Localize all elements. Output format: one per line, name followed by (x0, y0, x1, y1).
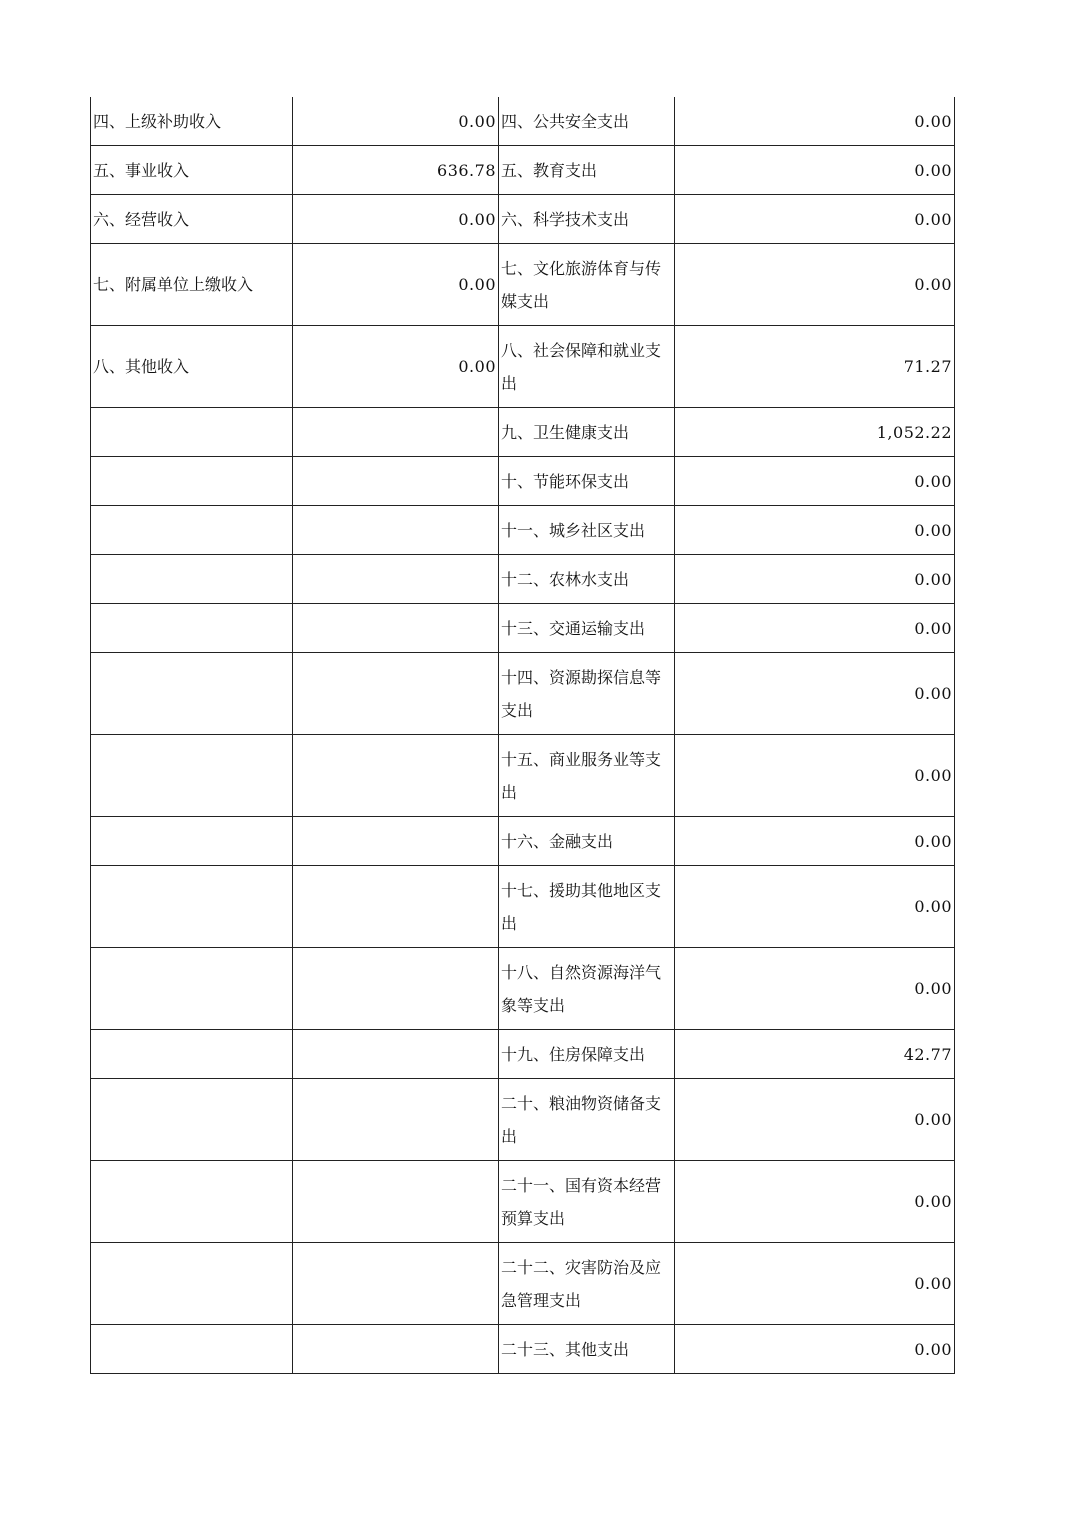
expense-amount-cell: 0.00 (675, 146, 955, 195)
income-item-cell (91, 735, 293, 817)
income-item-cell (91, 866, 293, 948)
income-item-cell (91, 1161, 293, 1243)
income-item-cell: 五、事业收入 (91, 146, 293, 195)
table-row (91, 457, 955, 506)
income-item-cell (91, 1325, 293, 1374)
table-row (91, 948, 955, 1030)
expense-amount-cell: 0.00 (675, 506, 955, 555)
expense-amount-cell: 0.00 (675, 604, 955, 653)
income-item-cell (91, 457, 293, 506)
table-row (91, 1079, 955, 1161)
expense-amount-cell: 0.00 (675, 97, 955, 146)
table-row (91, 653, 955, 735)
expense-item-cell: 二十二、灾害防治及应急管理支出 (499, 1243, 675, 1325)
income-amount-cell: 0.00 (293, 97, 499, 146)
expense-amount-cell: 0.00 (675, 195, 955, 244)
expense-item-cell: 十三、交通运输支出 (499, 604, 675, 653)
expense-item-cell: 十五、商业服务业等支出 (499, 735, 675, 817)
expense-item-cell: 十、节能环保支出 (499, 457, 675, 506)
expense-item-cell: 十四、资源勘探信息等支出 (499, 653, 675, 735)
income-amount-cell (293, 948, 499, 1030)
table-row (91, 1243, 955, 1325)
expense-amount-cell: 0.00 (675, 555, 955, 604)
income-expense-table (90, 97, 955, 1374)
expense-amount-cell: 0.00 (675, 244, 955, 326)
income-amount-cell (293, 1243, 499, 1325)
table-row (91, 866, 955, 948)
income-amount-cell (293, 1030, 499, 1079)
income-amount-cell (293, 735, 499, 817)
table-row (91, 146, 955, 195)
expense-amount-cell: 0.00 (675, 1325, 955, 1374)
income-amount-cell (293, 555, 499, 604)
income-amount-cell (293, 408, 499, 457)
expense-item-cell: 十一、城乡社区支出 (499, 506, 675, 555)
table-row (91, 326, 955, 408)
income-item-cell (91, 604, 293, 653)
expense-item-cell: 六、科学技术支出 (499, 195, 675, 244)
income-item-cell (91, 1030, 293, 1079)
expense-item-cell: 九、卫生健康支出 (499, 408, 675, 457)
expense-item-cell: 十八、自然资源海洋气象等支出 (499, 948, 675, 1030)
expense-amount-cell: 0.00 (675, 866, 955, 948)
income-item-cell (91, 817, 293, 866)
income-amount-cell: 0.00 (293, 195, 499, 244)
table-body (91, 97, 955, 1374)
income-amount-cell (293, 1079, 499, 1161)
table-row (91, 408, 955, 457)
income-item-cell (91, 1243, 293, 1325)
table-row (91, 1161, 955, 1243)
income-item-cell (91, 1079, 293, 1161)
income-amount-cell (293, 1161, 499, 1243)
expense-amount-cell: 0.00 (675, 1161, 955, 1243)
table-row (91, 555, 955, 604)
expense-item-cell: 十九、住房保障支出 (499, 1030, 675, 1079)
expense-amount-cell: 0.00 (675, 735, 955, 817)
expense-amount-cell: 0.00 (675, 653, 955, 735)
income-item-cell (91, 948, 293, 1030)
table-row (91, 195, 955, 244)
expense-item-cell: 二十、粮油物资储备支出 (499, 1079, 675, 1161)
expense-amount-cell: 0.00 (675, 1079, 955, 1161)
income-amount-cell: 0.00 (293, 244, 499, 326)
income-item-cell: 七、附属单位上缴收入 (91, 244, 293, 326)
income-item-cell (91, 408, 293, 457)
expense-item-cell: 二十一、国有资本经营预算支出 (499, 1161, 675, 1243)
income-amount-cell: 636.78 (293, 146, 499, 195)
expense-amount-cell: 42.77 (675, 1030, 955, 1079)
expense-amount-cell: 0.00 (675, 1243, 955, 1325)
income-amount-cell (293, 457, 499, 506)
expense-item-cell: 八、社会保障和就业支出 (499, 326, 675, 408)
income-item-cell (91, 506, 293, 555)
expense-amount-cell: 71.27 (675, 326, 955, 408)
expense-item-cell: 七、文化旅游体育与传媒支出 (499, 244, 675, 326)
expense-amount-cell: 0.00 (675, 457, 955, 506)
income-amount-cell (293, 817, 499, 866)
table-row (91, 506, 955, 555)
income-amount-cell (293, 653, 499, 735)
table-row (91, 97, 955, 146)
income-item-cell: 六、经营收入 (91, 195, 293, 244)
table-row (91, 1325, 955, 1374)
table-row (91, 1030, 955, 1079)
table-row (91, 604, 955, 653)
income-amount-cell: 0.00 (293, 326, 499, 408)
income-item-cell: 四、上级补助收入 (91, 97, 293, 146)
income-item-cell (91, 555, 293, 604)
expense-item-cell: 十六、金融支出 (499, 817, 675, 866)
table-row (91, 735, 955, 817)
income-amount-cell (293, 866, 499, 948)
income-amount-cell (293, 1325, 499, 1374)
expense-item-cell: 十二、农林水支出 (499, 555, 675, 604)
income-item-cell: 八、其他收入 (91, 326, 293, 408)
expense-item-cell: 二十三、其他支出 (499, 1325, 675, 1374)
table-row (91, 244, 955, 326)
expense-amount-cell: 0.00 (675, 817, 955, 866)
expense-item-cell: 十七、援助其他地区支出 (499, 866, 675, 948)
income-amount-cell (293, 506, 499, 555)
income-amount-cell (293, 604, 499, 653)
income-item-cell (91, 653, 293, 735)
table-row (91, 817, 955, 866)
budget-table-container (90, 97, 954, 1374)
expense-item-cell: 五、教育支出 (499, 146, 675, 195)
expense-amount-cell: 1,052.22 (675, 408, 955, 457)
expense-amount-cell: 0.00 (675, 948, 955, 1030)
expense-item-cell: 四、公共安全支出 (499, 97, 675, 146)
